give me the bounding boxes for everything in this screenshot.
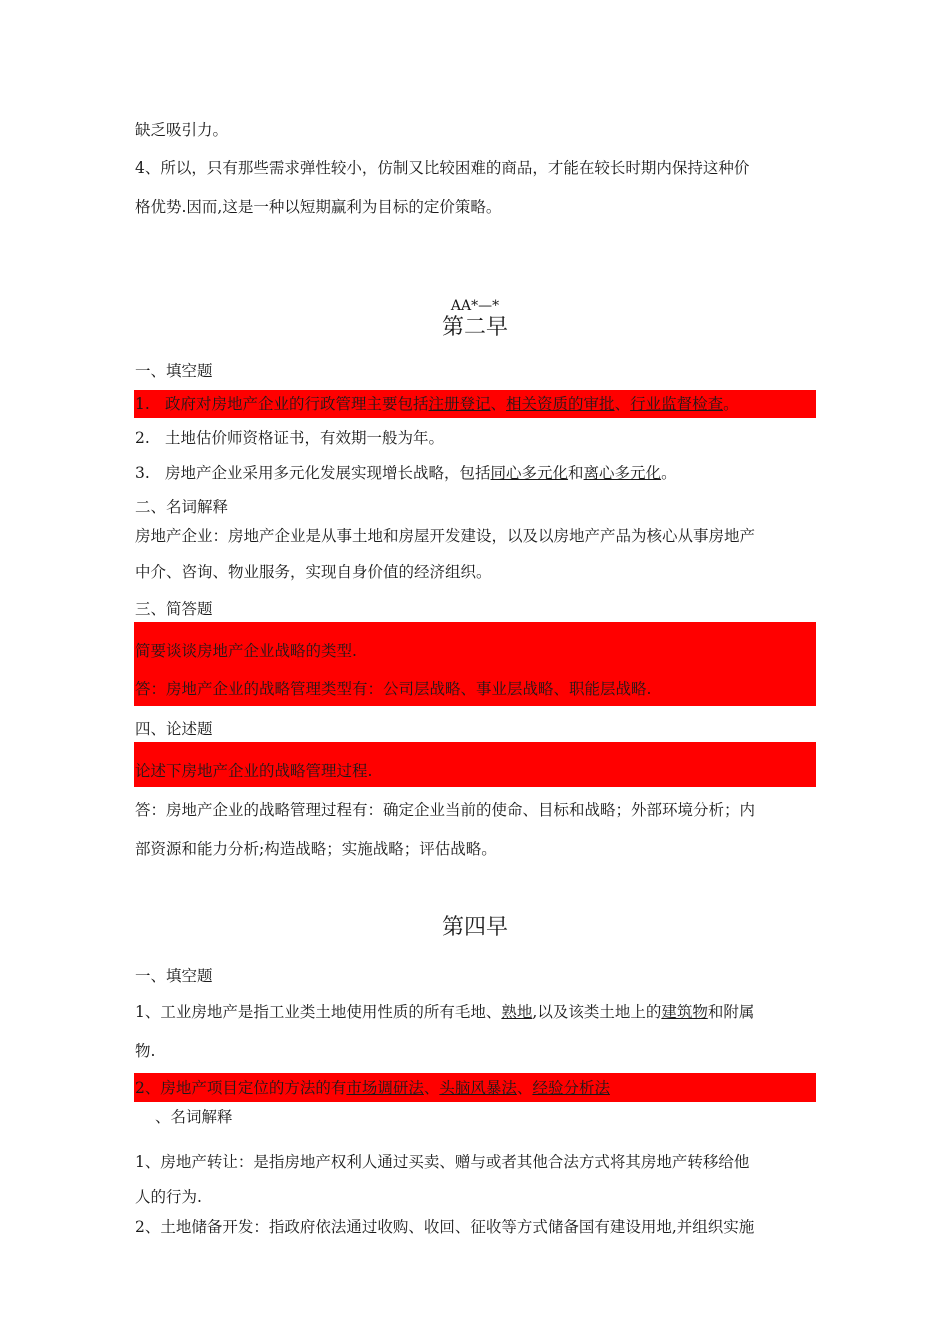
answer-blank: 行业监督检查: [630, 395, 724, 413]
section-heading: 四、论述题: [135, 720, 213, 738]
section-heading: 二、名词解释: [135, 498, 229, 516]
short-answer-answer: 答：房地产企业的战略管理类型有：公司层战略、事业层战略、职能层战略.: [135, 680, 652, 698]
fill-question-2: 2、房地产项目定位的方法的有市场调研法、头脑风暴法、经验分析法: [135, 1079, 610, 1097]
definition-line: 人的行为.: [135, 1188, 202, 1206]
fill-question-1-cont: 物.: [135, 1042, 156, 1060]
answer-blank: 熟地: [501, 1003, 533, 1021]
short-answer-question: 简要谈谈房地产企业战略的类型.: [135, 642, 357, 660]
answer-blank: 离心多元化: [583, 464, 662, 482]
section-heading: 、名词解释: [155, 1108, 233, 1126]
essay-question: 论述下房地产企业的战略管理过程.: [135, 762, 373, 780]
answer-blank: 同心多元化: [490, 464, 569, 482]
definition-line: 1、房地产转让：是指房地产权利人通过买卖、赠与或者其他合法方式将其房地产转移给他: [135, 1153, 750, 1171]
fill-question-1: 1、工业房地产是指工业类土地使用性质的所有毛地、熟地,以及该类土地上的建筑物和附属: [135, 1003, 755, 1021]
section-heading: 三、简答题: [135, 600, 213, 618]
answer-blank: 经验分析法: [532, 1079, 610, 1097]
answer-blank: 注册登记: [428, 395, 491, 413]
essay-answer-line: 部资源和能力分析;构造战略；实施战略；评估战略。: [135, 840, 497, 858]
paragraph-line: 4、所以，只有那些需求弹性较小，仿制又比较困难的商品，才能在较长时期内保持这种价: [135, 159, 750, 177]
answer-blank: 相关资质的审批: [506, 395, 615, 413]
paragraph-line: 缺乏吸引力。: [135, 121, 229, 139]
definition-line: 房地产企业：房地产企业是从事土地和房屋开发建设，以及以房地产产品为核心从事房地产: [135, 527, 756, 545]
fill-question-3: 3. 房地产企业采用多元化发展实现增长战略，包括同心多元化和离心多元化。: [135, 464, 677, 482]
essay-answer-line: 答：房地产企业的战略管理过程有：确定企业当前的使命、目标和战略；外部环境分析；内: [135, 801, 756, 819]
answer-blank: 市场调研法: [346, 1079, 424, 1097]
fill-question-2: 2. 土地估价师资格证书，有效期一般为年。: [135, 429, 445, 447]
chapter-title: 第四早: [441, 915, 508, 940]
answer-blank: 头脑风暴法: [439, 1079, 517, 1097]
definition-line: 2、土地储备开发：指政府依法通过收购、收回、征收等方式储备国有建设用地,并组织实施: [135, 1218, 755, 1236]
chapter-pre-title: AA*—*: [450, 298, 500, 314]
answer-blank: 建筑物: [661, 1003, 708, 1021]
chapter-title: 第二早: [441, 315, 508, 340]
definition-line: 中介、咨询、物业服务，实现自身价值的经济组织。: [135, 563, 492, 581]
paragraph-line: 格优势.因而,这是一种以短期赢利为目标的定价策略。: [135, 198, 502, 216]
section-heading: 一、填空题: [135, 967, 213, 985]
section-heading: 一、填空题: [135, 362, 213, 380]
fill-question-1: 1. 政府对房地产企业的行政管理主要包括注册登记、相关资质的审批、行业监督检查。: [135, 395, 739, 413]
